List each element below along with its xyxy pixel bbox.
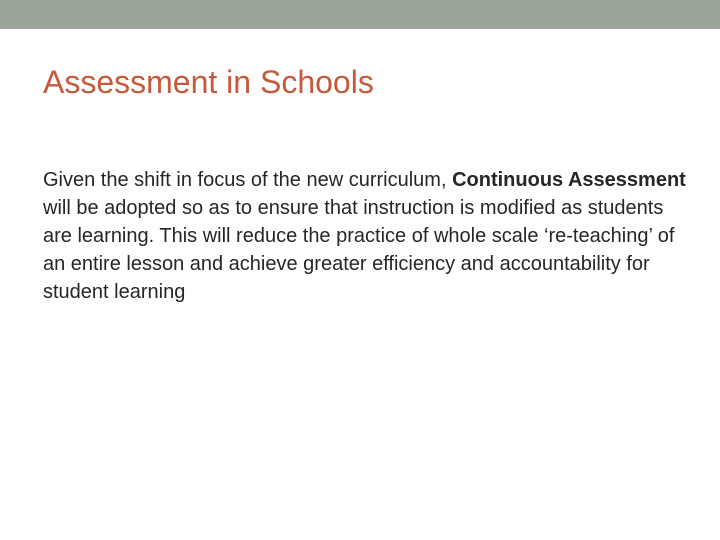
body-text-intro: Given the shift in focus of the new curriculum, bbox=[43, 169, 453, 191]
slide-body-paragraph bbox=[43, 166, 693, 306]
top-accent-band bbox=[0, 0, 720, 29]
body-text-emphasis: Continuous Assessment bbox=[452, 169, 686, 191]
slide-title: Assessment in Schools bbox=[43, 64, 374, 100]
body-text-rest: will be adopted so as to ensure that instruction is modified as students are learning. This will reduce the practice of whole scale ‘re-teaching’ of an entire lesson and achieve greater efficiency and accountability for student learning bbox=[43, 197, 675, 303]
